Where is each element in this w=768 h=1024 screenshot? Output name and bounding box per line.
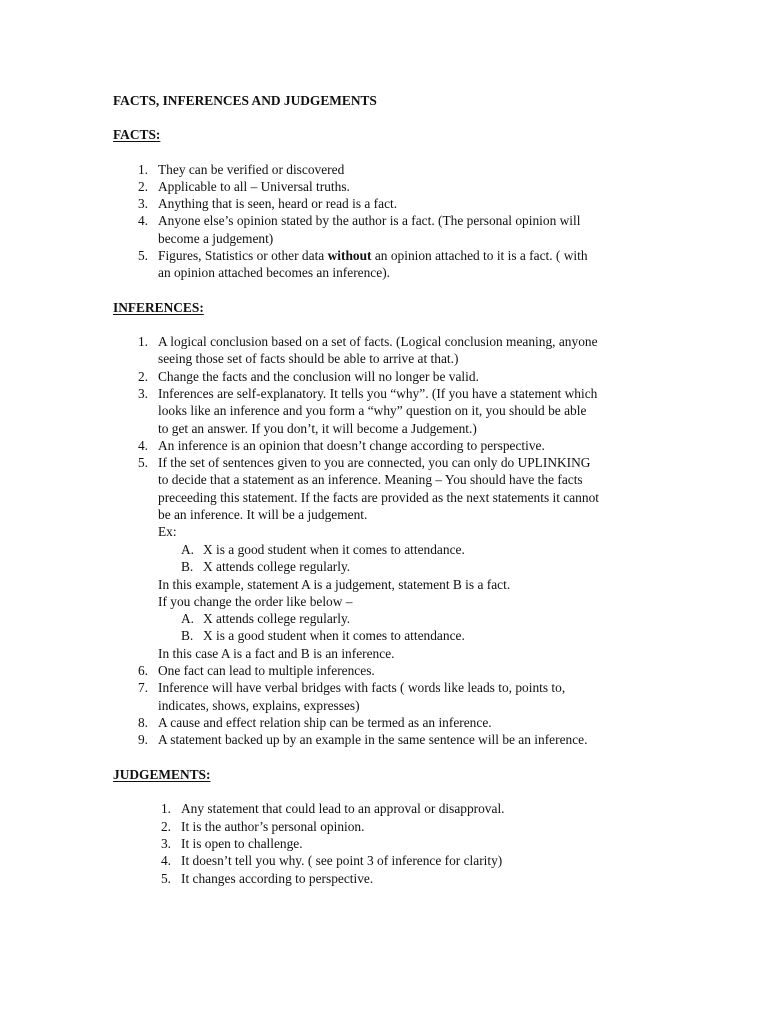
facts-heading: FACTS:	[113, 127, 161, 142]
item-number: 1.	[160, 801, 171, 816]
example-letter: B.	[181, 628, 194, 643]
document-title: FACTS, INFERENCES AND JUDGEMENTS	[113, 93, 377, 108]
item-number: 5.	[137, 248, 148, 263]
example-text: X attends college regularly.	[203, 611, 351, 626]
example-letter: A.	[181, 542, 195, 557]
example-label: Ex:	[158, 524, 177, 539]
item-number: 1.	[137, 334, 148, 349]
item-text: Any statement that could lead to an approval or disapproval.	[181, 801, 505, 816]
item-text: preceeding this statement. If the facts are provided as the next statements it cannot	[158, 490, 599, 505]
item-number: 5.	[160, 871, 171, 886]
example-note: In this case A is a fact and B is an inference.	[158, 646, 395, 661]
item-text: A logical conclusion based on a set of facts. (Logical conclusion meaning, anyone	[158, 334, 598, 349]
item-text: to decide that a statement as an inference. Meaning – You should have the facts	[158, 472, 583, 487]
example-note: In this example, statement A is a judgement, statement B is a fact.	[158, 577, 511, 592]
item-number: 8.	[137, 715, 148, 730]
item-number: 3.	[137, 196, 148, 211]
item-number: 5.	[137, 455, 148, 470]
judgements-heading: JUDGEMENTS:	[113, 767, 211, 782]
item-number: 9.	[137, 732, 148, 747]
item-number: 3.	[160, 836, 171, 851]
item-number: 1.	[137, 162, 148, 177]
example-text: X is a good student when it comes to attendance.	[203, 542, 465, 557]
example-text: X is a good student when it comes to attendance.	[203, 628, 465, 643]
example-item	[181, 558, 350, 575]
emphasis-text: without	[327, 248, 372, 263]
item-text: Inference will have verbal bridges with facts ( words like leads to, points to,	[158, 680, 566, 695]
item-number: 2.	[160, 819, 171, 834]
item-text: An inference is an opinion that doesn’t change according to perspective.	[158, 438, 545, 453]
example-item	[181, 627, 465, 644]
example-note: If you change the order like below –	[158, 594, 353, 609]
item-number: 6.	[137, 663, 148, 678]
example-letter: B.	[181, 559, 194, 574]
example-item	[181, 610, 350, 627]
item-text-part: Figures, Statistics or other data	[158, 248, 328, 263]
example-letter: A.	[181, 611, 195, 626]
item-text: Anything that is seen, heard or read is a fact.	[158, 196, 398, 211]
item-text: indicates, shows, explains, expresses)	[158, 698, 360, 713]
item-text-part: an opinion attached to it is a fact. ( with	[371, 248, 588, 263]
example-item	[181, 541, 465, 558]
item-number: 7.	[137, 680, 148, 695]
item-text: A cause and effect relation ship can be termed as an inference.	[158, 715, 492, 730]
item-number: 2.	[137, 369, 148, 384]
item-text: They can be verified or discovered	[158, 162, 345, 177]
item-number: 2.	[137, 179, 148, 194]
item-text: A statement backed up by an example in the same sentence will be an inference.	[158, 732, 588, 747]
item-text: Anyone else’s opinion stated by the author is a fact. (The personal opinion will	[158, 213, 581, 228]
item-number: 4.	[160, 853, 171, 868]
item-text: It doesn’t tell you why. ( see point 3 of inference for clarity)	[181, 853, 503, 868]
item-text: to get an answer. If you don’t, it will become a Judgement.)	[158, 421, 477, 436]
item-text: It is open to challenge.	[181, 836, 303, 851]
item-text: seeing those set of facts should be able to arrive at that.)	[158, 351, 459, 366]
item-text: It is the author’s personal opinion.	[181, 819, 365, 834]
item-text	[158, 247, 588, 264]
item-number: 4.	[137, 438, 148, 453]
item-number: 3.	[137, 386, 148, 401]
item-text: One fact can lead to multiple inferences.	[158, 663, 375, 678]
item-text: If the set of sentences given to you are connected, you can only do UPLINKING	[158, 455, 591, 470]
item-text: become a judgement)	[158, 231, 274, 246]
item-text: Applicable to all – Universal truths.	[158, 179, 350, 194]
item-text: Change the facts and the conclusion will no longer be valid.	[158, 369, 479, 384]
item-number: 4.	[137, 213, 148, 228]
item-text: an opinion attached becomes an inference).	[158, 265, 390, 280]
item-text: It changes according to perspective.	[181, 871, 374, 886]
example-text: X attends college regularly.	[203, 559, 351, 574]
item-text: Inferences are self-explanatory. It tells you “why”. (If you have a statement which	[158, 386, 598, 401]
item-text: looks like an inference and you form a “why” question on it, you should be able	[158, 403, 587, 418]
inferences-heading: INFERENCES:	[113, 300, 204, 315]
item-text: be an inference. It will be a judgement.	[158, 507, 368, 522]
